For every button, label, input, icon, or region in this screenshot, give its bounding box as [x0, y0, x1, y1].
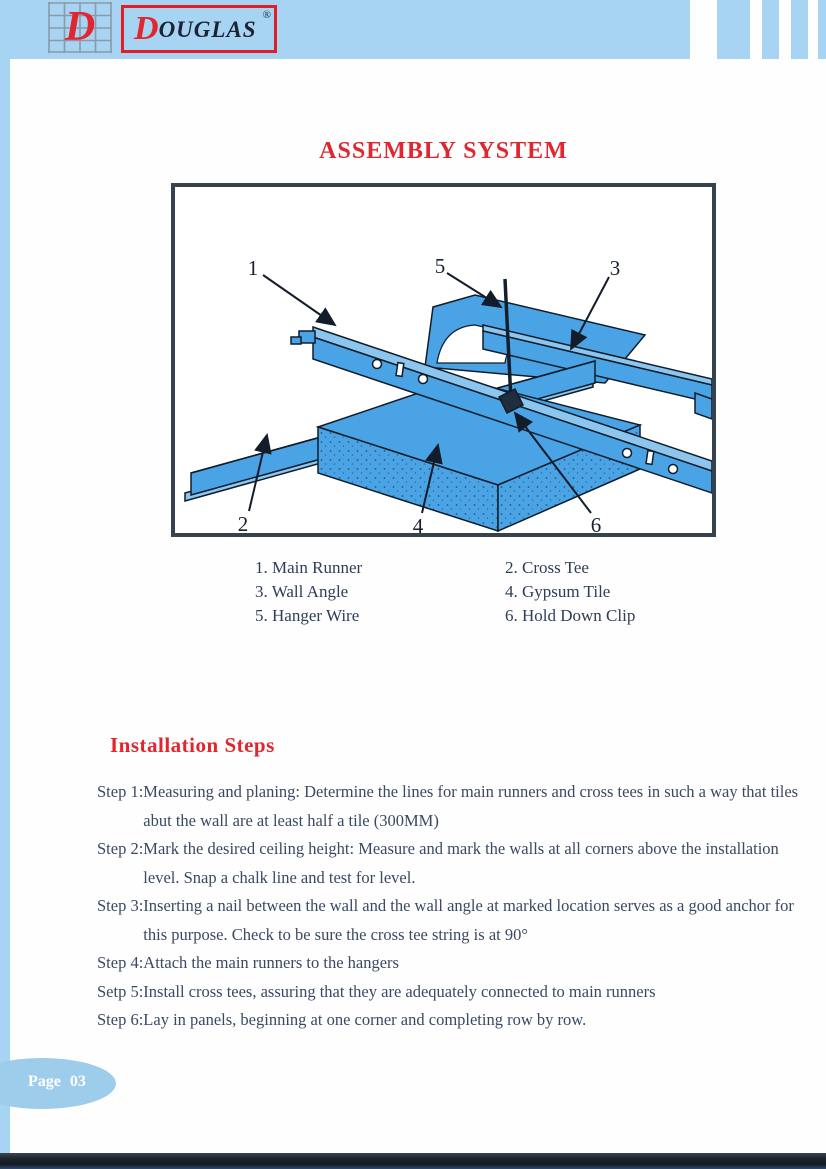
installation-steps-heading: Installation Steps	[110, 733, 275, 757]
header-stripe	[717, 0, 750, 59]
step-text: Inserting a nail between the wall and the wall angle at marked location serves as a good anchor for this purpose. Check to be sure the cross tee string is at 90°	[143, 896, 794, 944]
brand-name: OUGLAS	[158, 16, 257, 42]
step-label: Step 3:	[97, 896, 144, 915]
installation-step	[97, 949, 813, 978]
registered-mark-icon: ®	[262, 9, 271, 21]
installation-step	[97, 1006, 813, 1035]
legend-item: 3. Wall Angle	[255, 582, 349, 601]
step-text: Install cross tees, assuring that they are adequately connected to main runners	[143, 981, 656, 1001]
step-label: Step 4:	[97, 953, 144, 972]
bottom-edge-bar	[0, 1153, 826, 1169]
legend-item: 4. Gypsum Tile	[505, 582, 611, 601]
diagram-label-6: 6	[590, 513, 602, 533]
step-label: Setp 5:	[97, 981, 144, 1001]
step-text: Attach the main runners to the hangers	[143, 953, 399, 972]
diagram-label-5: 5	[434, 254, 446, 278]
step-text: Mark the desired ceiling height: Measure and mark the walls at all corners above the installation level. Snap a chalk line and test for level.	[143, 839, 779, 887]
installation-steps-list	[97, 778, 813, 1035]
left-edge-strip	[0, 0, 10, 1154]
installation-step	[97, 978, 813, 1007]
legend-item: 6. Hold Down Clip	[505, 606, 636, 625]
diagram-label-4: 4	[412, 514, 424, 533]
step-text: Lay in panels, beginning at one corner and completing row by row.	[143, 1010, 587, 1029]
header-stripe	[762, 0, 779, 59]
installation-step	[97, 835, 813, 892]
grid-logo-letter: D	[64, 4, 96, 50]
page-number-label: Page 03	[28, 1073, 86, 1090]
diagram-label-1: 1	[247, 256, 259, 280]
step-label: Step 1:	[97, 782, 144, 801]
brand-logo	[121, 5, 277, 53]
page-title: ASSEMBLY SYSTEM	[319, 138, 568, 164]
diagram-label-2: 2	[237, 512, 249, 533]
installation-step	[97, 892, 813, 949]
step-text: Measuring and planing: Determine the lines for main runners and cross tees in such a way that tiles abut the wall are at least half a tile (300MM)	[143, 782, 799, 830]
header-stripe	[791, 0, 808, 59]
assembly-diagram	[171, 183, 716, 537]
legend-item: 5. Hanger Wire	[255, 606, 360, 625]
brand-initial: D	[134, 10, 159, 47]
page-number-badge	[0, 1058, 116, 1109]
step-label: Step 2:	[97, 839, 144, 858]
assembly-diagram-drawing	[175, 187, 712, 533]
legend-item: 2. Cross Tee	[505, 558, 589, 577]
douglas-grid-logo-icon	[48, 2, 112, 53]
installation-step	[97, 778, 813, 835]
step-label: Step 6:	[97, 1010, 144, 1029]
legend-item: 1. Main Runner	[255, 558, 363, 577]
diagram-label-3: 3	[609, 256, 621, 280]
diagram-legend	[255, 558, 635, 626]
header-stripe	[818, 0, 826, 59]
